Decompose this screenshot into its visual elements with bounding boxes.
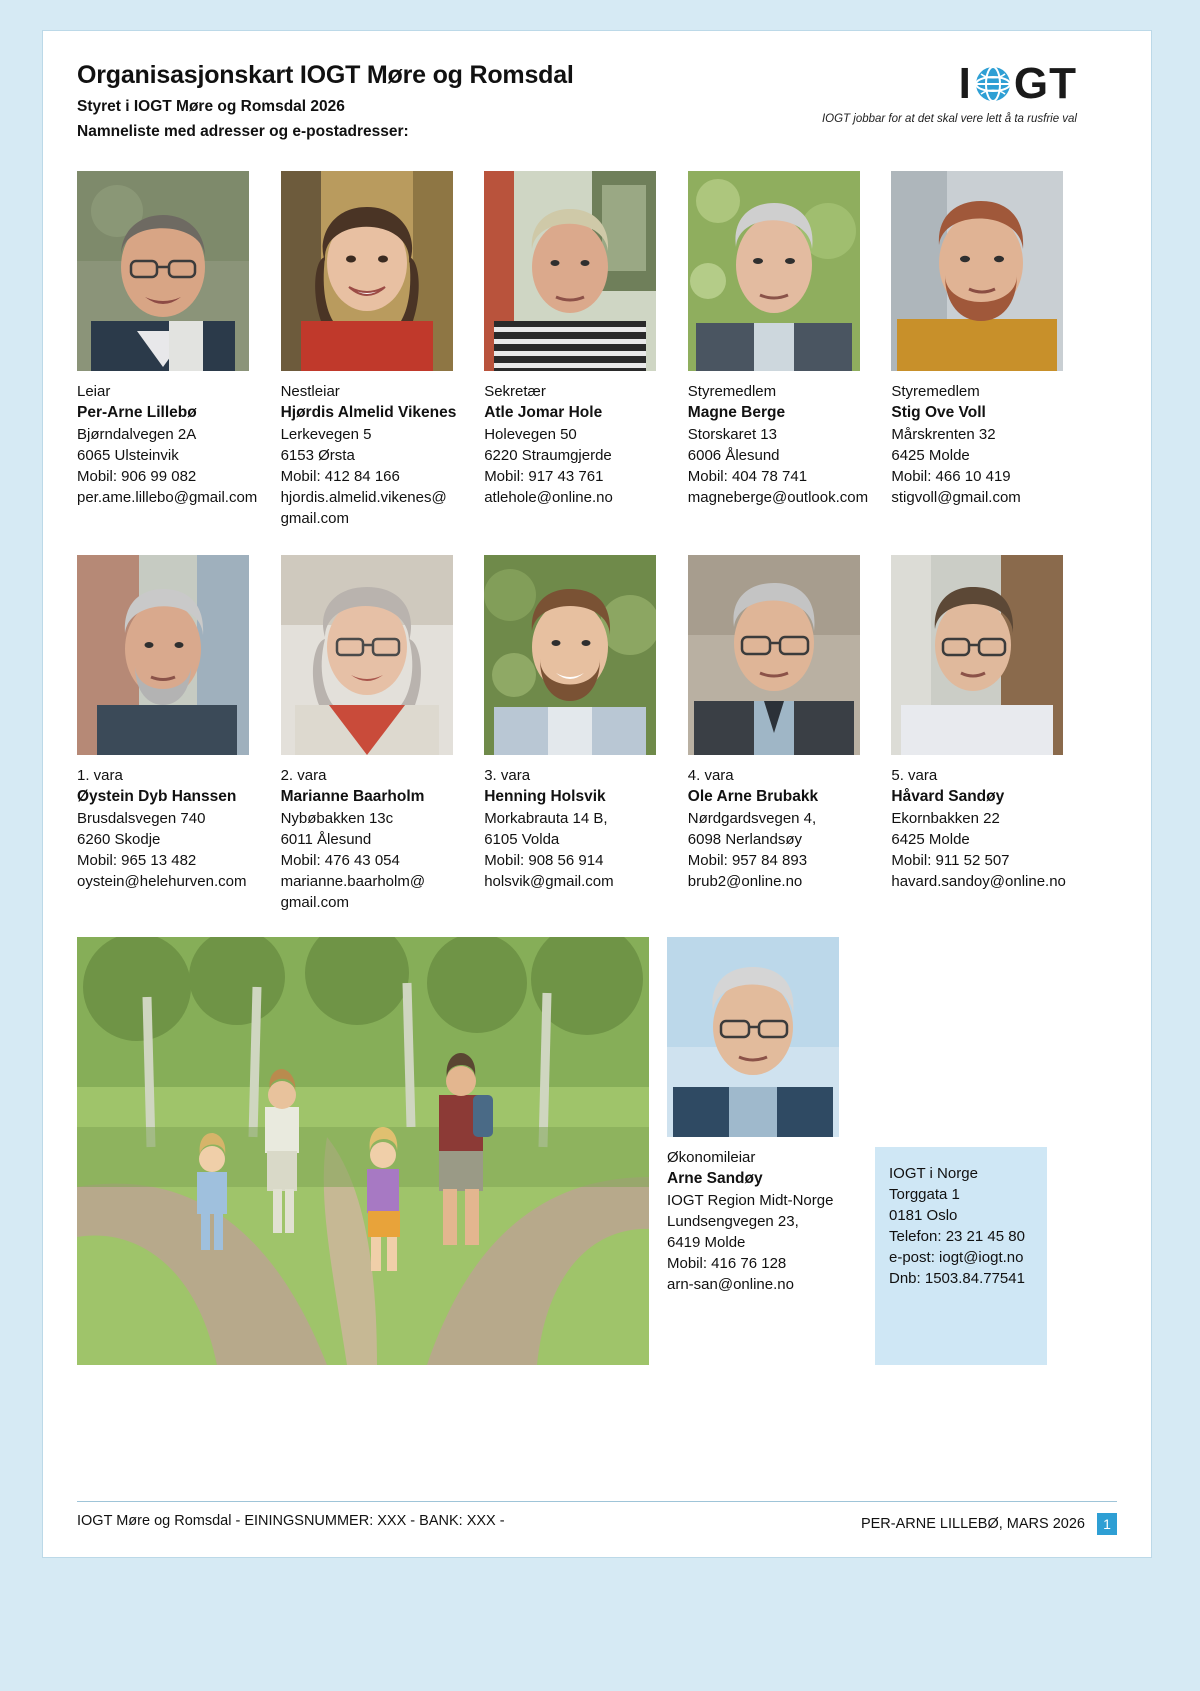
- person-card: [484, 171, 670, 527]
- person-postal: 6425 Molde: [891, 447, 970, 464]
- logo-tagline: IOGT jobbar for at det skal vere lett å ta rusfrie val: [821, 113, 1077, 125]
- person-role: 1. vara: [77, 767, 123, 784]
- person-postal: 6105 Volda: [484, 831, 560, 848]
- office-bank: Dnb: 1503.84.77541: [889, 1270, 1025, 1287]
- person-org: IOGT Region Midt-Norge: [667, 1192, 834, 1209]
- person-card: [891, 171, 1077, 527]
- person-email[interactable]: hjordis.almelid.vikenes@: [280, 489, 447, 506]
- person-address: Nybøbakken 13c: [280, 810, 394, 827]
- person-name: Arne Sandøy: [667, 1170, 763, 1187]
- person-mobile: Mobil: 911 52 507: [891, 852, 1010, 869]
- footer-author-date: PER-ARNE LILLEBØ, MARS 2026: [860, 1516, 1085, 1532]
- logo-letters-gt: GT: [1013, 59, 1077, 108]
- person-email[interactable]: stigvoll@gmail.com: [891, 489, 1021, 506]
- person-postal: 6220 Straumgjerde: [484, 447, 612, 464]
- person-postal: 6006 Ålesund: [687, 447, 780, 464]
- person-address: Morkabrauta 14 B,: [484, 810, 608, 827]
- person-email[interactable]: havard.sandoy@online.no: [891, 873, 1066, 890]
- person-mobile: Mobil: 412 84 166: [280, 468, 400, 485]
- person-postal: 6065 Ulsteinvik: [77, 447, 179, 464]
- person-role: Sekretær: [484, 383, 546, 400]
- person-mobile: Mobil: 404 78 741: [687, 468, 808, 485]
- board-members-row: [77, 171, 1077, 527]
- portrait-oystein-dyb-hanssen: [77, 555, 249, 755]
- person-address: Ekornbakken 22: [891, 810, 1000, 827]
- person-email[interactable]: oystein@helehurven.com: [77, 873, 247, 890]
- person-mobile: Mobil: 416 76 128: [667, 1255, 787, 1272]
- person-mobile: Mobil: 908 56 914: [484, 852, 604, 869]
- person-email[interactable]: atlehole@online.no: [484, 489, 613, 506]
- portrait-marianne-baarholm: [281, 555, 453, 755]
- person-name: Magne Berge: [687, 404, 786, 421]
- national-office-box: [875, 1147, 1047, 1365]
- person-mobile: Mobil: 965 13 482: [77, 852, 197, 869]
- person-name: Hjørdis Almelid Vikenes: [280, 404, 457, 421]
- person-role: Økonomileiar: [667, 1149, 756, 1166]
- person-mobile: Mobil: 957 84 893: [687, 852, 808, 869]
- person-role: 4. vara: [687, 767, 734, 784]
- document-subtitle-1: Styret i IOGT Møre og Romsdal 2026: [77, 98, 345, 115]
- person-email[interactable]: magneberge@outlook.com: [687, 489, 869, 506]
- person-mobile: Mobil: 917 43 761: [484, 468, 604, 485]
- deputy-members-row: [77, 555, 1077, 911]
- portrait-magne-berge: [688, 171, 860, 371]
- document-footer: [77, 1501, 1117, 1535]
- person-email[interactable]: brub2@online.no: [687, 873, 803, 890]
- person-card: [281, 555, 467, 911]
- person-mobile: Mobil: 466 10 419: [891, 468, 1011, 485]
- person-postal: 6098 Nerlandsøy: [687, 831, 803, 848]
- document-page: [42, 30, 1152, 1558]
- person-role: 2. vara: [280, 767, 327, 784]
- person-email-cont[interactable]: gmail.com: [280, 894, 349, 911]
- person-email[interactable]: per.ame.lillebo@gmail.com: [77, 489, 258, 506]
- portrait-hjordis-almelid-vikenes: [281, 171, 453, 371]
- portrait-ole-arne-brubakk: [688, 555, 860, 755]
- person-mobile: Mobil: 476 43 054: [280, 852, 400, 869]
- portrait-henning-holsvik: [484, 555, 656, 755]
- person-card: [688, 555, 874, 911]
- office-title: IOGT i Norge: [889, 1165, 978, 1182]
- person-email-cont[interactable]: gmail.com: [280, 510, 349, 527]
- logo-letter-i: I: [958, 59, 972, 108]
- document-header: [77, 61, 1077, 171]
- person-address: Bjørndalvegen 2A: [77, 426, 197, 443]
- person-name: Henning Holsvik: [484, 788, 606, 805]
- bottom-section: [77, 937, 1077, 1365]
- person-address: Storskaret 13: [687, 426, 777, 443]
- family-hiking-photo: [77, 937, 649, 1365]
- page-content: [77, 61, 1077, 1365]
- portrait-stig-ove-voll: [891, 171, 1063, 371]
- page-title: Organisasjonskart IOGT Møre og Romsdal: [77, 61, 574, 89]
- person-role: Nestleiar: [280, 383, 340, 400]
- person-email[interactable]: marianne.baarholm@: [280, 873, 426, 890]
- office-email[interactable]: e-post: iogt@iogt.no: [889, 1249, 1024, 1266]
- portrait-atle-jomar-hole: [484, 171, 656, 371]
- globe-icon: [974, 65, 1012, 103]
- person-name: Ole Arne Brubakk: [687, 788, 819, 805]
- iogt-logo: [822, 61, 1077, 125]
- person-address: Mårskrenten 32: [891, 426, 996, 443]
- economy-leader-card: [667, 937, 857, 1365]
- person-name: Marianne Baarholm: [280, 788, 425, 805]
- person-postal: 6011 Ålesund: [280, 831, 372, 848]
- person-email[interactable]: arn-san@online.no: [667, 1276, 794, 1293]
- person-card: [891, 555, 1077, 911]
- person-name: Øystein Dyb Hanssen: [77, 788, 237, 805]
- footer-right: [861, 1513, 1117, 1535]
- person-address: Lerkevegen 5: [280, 426, 372, 443]
- person-address: Nørdgardsvegen 4,: [687, 810, 817, 827]
- person-role: Styremedlem: [687, 383, 777, 400]
- person-name: Atle Jomar Hole: [484, 404, 603, 421]
- portrait-per-arne-lillebo: [77, 171, 249, 371]
- person-card: [77, 555, 263, 911]
- person-address: Brusdalsvegen 740: [77, 810, 206, 827]
- footer-left-text: IOGT Møre og Romsdal - EININGSNUMMER: XXX - BANK: XXX -: [77, 1513, 505, 1529]
- person-postal: 6153 Ørsta: [280, 447, 355, 464]
- person-card: [281, 171, 467, 527]
- person-name: Stig Ove Voll: [891, 404, 986, 421]
- person-role: Leiar: [77, 383, 111, 400]
- office-phone: Telefon: 23 21 45 80: [889, 1228, 1025, 1245]
- person-role: 3. vara: [484, 767, 531, 784]
- document-subtitle-2: Namneliste med adresser og e-postadresser:: [77, 123, 409, 140]
- person-role: 5. vara: [891, 767, 938, 784]
- page-number: 1: [1097, 1513, 1117, 1535]
- person-mobile: Mobil: 906 99 082: [77, 468, 197, 485]
- person-card: [77, 171, 263, 527]
- person-card: [484, 555, 670, 911]
- portrait-arne-sandoy: [667, 937, 839, 1137]
- office-address: Torggata 1: [889, 1186, 960, 1203]
- logo-mark: [822, 61, 1077, 107]
- office-postal: 0181 Oslo: [889, 1207, 958, 1224]
- person-postal: 6425 Molde: [891, 831, 970, 848]
- person-email[interactable]: holsvik@gmail.com: [484, 873, 614, 890]
- person-postal: 6419 Molde: [667, 1234, 746, 1251]
- person-name: Håvard Sandøy: [891, 788, 1005, 805]
- person-address: Lundsengvegen 23,: [667, 1213, 799, 1230]
- person-postal: 6260 Skodje: [77, 831, 161, 848]
- person-address: Holevegen 50: [484, 426, 577, 443]
- person-role: Styremedlem: [891, 383, 980, 400]
- person-name: Per-Arne Lillebø: [77, 404, 197, 421]
- portrait-havard-sandoy: [891, 555, 1063, 755]
- person-card: [688, 171, 874, 527]
